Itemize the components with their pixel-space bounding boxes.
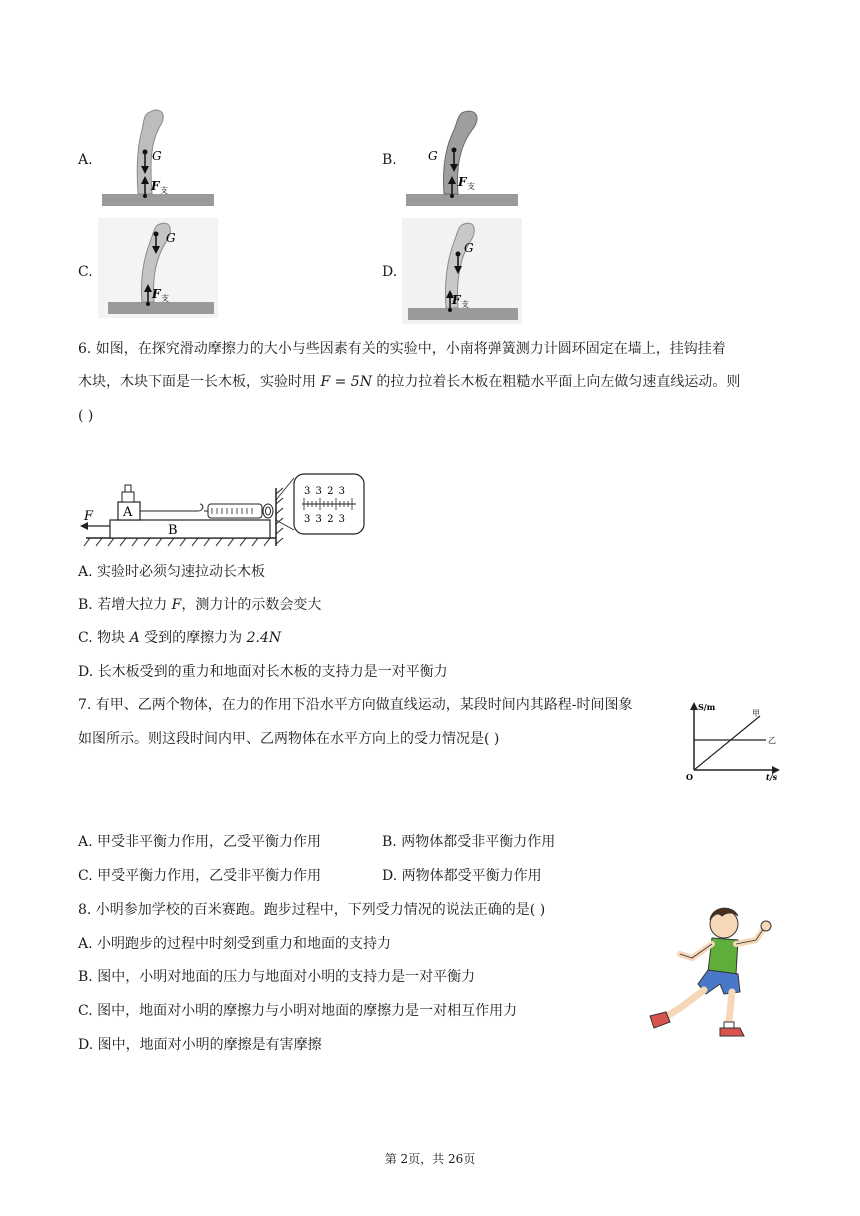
q7-stem-line2: 如图所示。则这段时间内甲、乙两物体在水平方向上的受力情况是( ) bbox=[78, 731, 500, 747]
q8-option-b: B. 图中，小明对地面的压力与地面对小明的支持力是一对平衡力 bbox=[78, 969, 476, 985]
q5-option-a-label: A. bbox=[78, 152, 93, 168]
q5-a-g-label: G bbox=[152, 149, 162, 163]
q6-option-d: D. 长木板受到的重力和地面对长木板的支持力是一对平衡力 bbox=[78, 664, 448, 680]
q7-series-yi-label: 乙 bbox=[768, 736, 776, 745]
q5-d-f-sub: 支 bbox=[461, 300, 469, 309]
q5-option-b-label: B. bbox=[382, 152, 397, 168]
page-footer: 第 2页，共 26页 bbox=[384, 1152, 476, 1166]
q5-b-f-sub: 支 bbox=[467, 182, 475, 191]
q5-d-f-label: F bbox=[452, 293, 461, 307]
q5-c-f-sub: 支 bbox=[161, 294, 169, 303]
q7-y-axis-label: S/m bbox=[698, 702, 716, 712]
q5-b-g-label: G bbox=[428, 149, 438, 163]
q6-block-label: A bbox=[123, 505, 133, 520]
q7-graph bbox=[684, 698, 784, 782]
q7-option-c: C. 甲受平衡力作用，乙受非平衡力作用 bbox=[78, 868, 322, 884]
q8-option-d: D. 图中，地面对小明的摩擦是有害摩擦 bbox=[78, 1037, 322, 1053]
q5-option-d-figure bbox=[402, 218, 522, 324]
q6-stem-line3: ( ) bbox=[78, 408, 94, 424]
q8-runner-illustration bbox=[640, 898, 790, 1046]
q7-option-b: B. 两物体都受非平衡力作用 bbox=[382, 834, 556, 850]
q7-series-jia-label: 甲 bbox=[752, 709, 760, 718]
q7-option-a: A. 甲受非平衡力作用，乙受平衡力作用 bbox=[78, 834, 322, 850]
q5-c-g-label: G bbox=[166, 231, 176, 245]
q6-scale-bottom: 3 3 2 3 bbox=[304, 514, 346, 525]
q7-x-axis-label: t/s bbox=[766, 772, 778, 782]
q7-origin-label: O bbox=[686, 772, 693, 782]
q6-stem-line1: 6. 如图，在探究滑动摩擦力的大小与些因素有关的实验中，小南将弹簧测力计圆环固定在墙上，挂钩挂着 bbox=[78, 341, 726, 357]
q6-option-b: B. 若增大拉力 F，测力计的示数会变大 bbox=[78, 597, 322, 613]
q6-scale-top: 3 3 2 3 bbox=[304, 486, 346, 497]
q7-series-jia-line bbox=[694, 716, 760, 770]
q7-stem-line1: 7. 有甲、乙两个物体，在力的作用下沿水平方向做直线运动，某段时间内其路程-时间图象 bbox=[78, 697, 633, 713]
q5-d-g-label: G bbox=[464, 241, 474, 255]
q6-force-label: F bbox=[84, 509, 94, 524]
q5-b-f-label: F bbox=[458, 175, 467, 189]
q5-option-d-label: D. bbox=[382, 264, 398, 280]
q5-a-f-label: F bbox=[151, 179, 160, 193]
q5-option-a-figure bbox=[98, 104, 218, 212]
q5-option-c-label: C. bbox=[78, 264, 93, 280]
q8-option-c: C. 图中，地面对小明的摩擦力与小明对地面的摩擦力是一对相互作用力 bbox=[78, 1003, 518, 1019]
q6-board-label: B bbox=[168, 523, 178, 538]
q6-figure bbox=[80, 470, 370, 552]
q6-stem-line2: 木块，木块下面是一长木板，实验时用 F = 5N 的拉力拉着长木板在粗糙水平面上向左做匀速直线运动。则 bbox=[78, 374, 741, 390]
q6-option-a: A. 实验时必须匀速拉动长木板 bbox=[78, 564, 266, 580]
q8-stem: 8. 小明参加学校的百米赛跑。跑步过程中，下列受力情况的说法正确的是( ) bbox=[78, 902, 546, 918]
q8-option-a: A. 小明跑步的过程中时刻受到重力和地面的支持力 bbox=[78, 936, 392, 952]
q5-option-c-figure bbox=[98, 218, 218, 318]
q5-c-f-label: F bbox=[152, 287, 161, 301]
q5-option-b-figure bbox=[402, 104, 522, 212]
q6-option-c: C. 物块 A 受到的摩擦力为 2.4N bbox=[78, 630, 282, 646]
q7-option-d: D. 两物体都受平衡力作用 bbox=[382, 868, 542, 884]
q6-formula: F = 5N bbox=[320, 374, 372, 390]
q5-a-f-sub: 支 bbox=[160, 186, 168, 195]
